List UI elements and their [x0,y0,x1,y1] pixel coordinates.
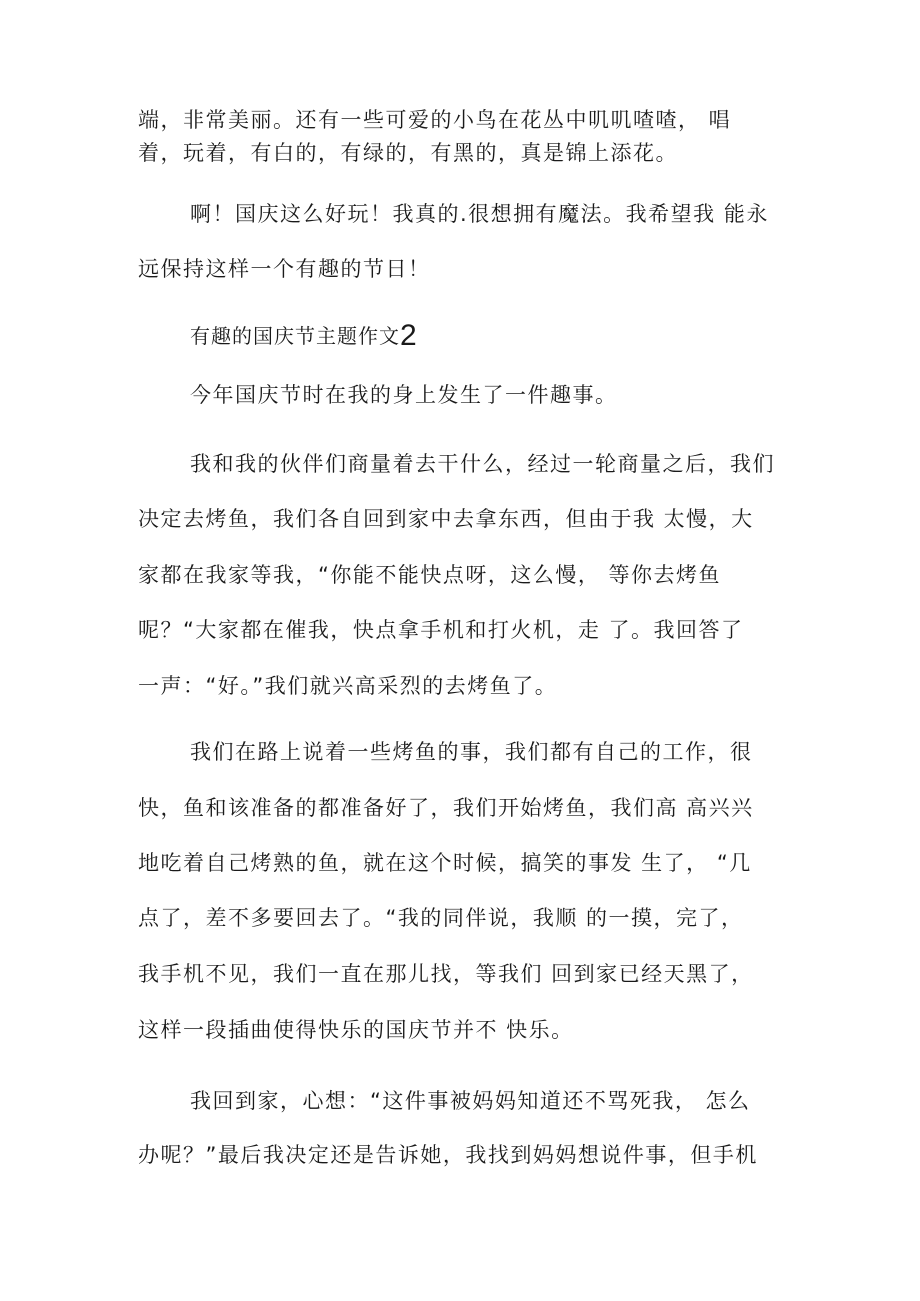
paragraph-line: 着，玩着，有白的，有绿的，有黑的，真是锦上添花。 [138,141,678,165]
paragraph-line: 家都在我家等我，“你能不能快点呀，这么慢， 等你去烤鱼 [138,563,722,587]
paragraph-line: 远保持这样一个有趣的节日！ [138,257,431,281]
section-heading [190,320,417,352]
paragraph-line: 我回到家，心想：“这件事被妈妈知道还不骂死我， 怎么 [190,1089,751,1113]
paragraph-line: 我们在路上说着一些烤鱼的事，我们都有自己的工作，很 [190,740,753,764]
paragraph-line: 我和我的伙伴们商量着去干什么，经过一轮商量之后，我们 [190,452,775,476]
paragraph-line: 办呢？”最后我决定还是告诉她，我找到妈妈想说件事，但手机 [138,1143,758,1167]
paragraph-line: 今年国庆节时在我的身上发生了一件趣事。 [190,383,618,407]
section-heading-text: 有趣的国庆节主题作文 [190,324,400,348]
paragraph-line: 点了，差不多要回去了。“我的同伴说，我顺 的一摸，完了， [138,906,744,930]
paragraph-line: 呢？“大家都在催我，快点拿手机和打火机，走 了。我回答了 [138,618,744,642]
paragraph-line: 端，非常美丽。还有一些可爱的小鸟在花丛中叽叽喳喳， 唱 [138,108,732,132]
paragraph-line: 地吃着自己烤熟的鱼，就在这个时候，搞笑的事发 生了， “几 [138,851,752,875]
paragraph-line: 决定去烤鱼，我们各自回到家中去拿东西，但由于我 太慢，大 [138,507,754,531]
paragraph-line: 这样一段插曲使得快乐的国庆节并不 快乐。 [138,1018,574,1042]
paragraph-line: 一声：“好。”我们就兴高采烈的去烤鱼了。 [138,674,558,698]
paragraph-line: 啊！国庆这么好玩！我真的.很想拥有魔法。我希望我 能永 [190,202,769,226]
paragraph-line: 快，鱼和该准备的都准备好了，我们开始烤鱼，我们高 高兴兴 [138,796,754,820]
section-heading-number: 2 [400,319,417,352]
paragraph-line: 我手机不见，我们一直在那儿找，等我们 回到家已经天黑了， [138,962,754,986]
